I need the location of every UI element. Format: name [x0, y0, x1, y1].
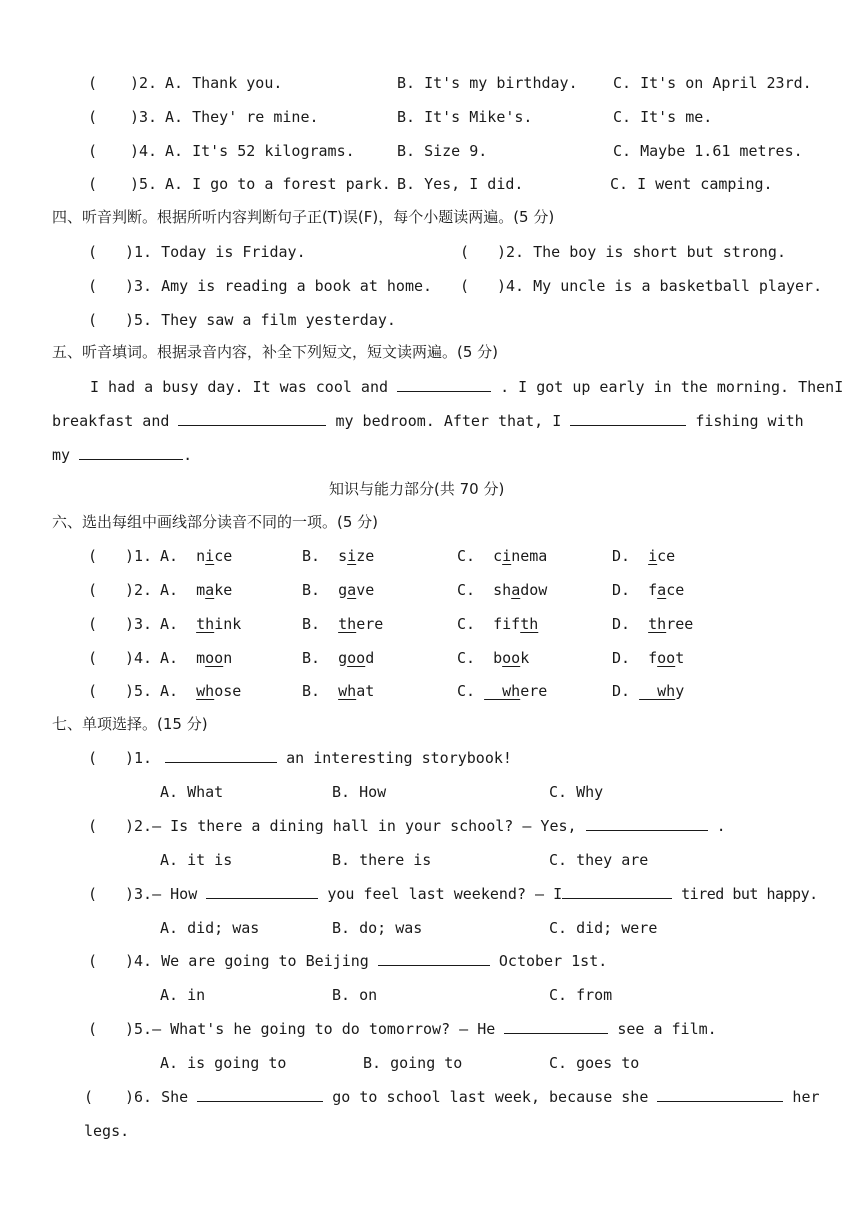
- word-part: g: [338, 649, 348, 667]
- option-a: A. is going to: [160, 1054, 287, 1072]
- paren: (: [460, 243, 470, 261]
- mc-question: [125, 1019, 717, 1039]
- section-heading: 六、选出每组中画线部分读音不同的一项。(5 分): [52, 513, 379, 531]
- mc-question: [125, 1087, 820, 1107]
- option-label: C.: [457, 649, 494, 667]
- option-label: C.: [457, 682, 485, 700]
- option-label: B.: [302, 649, 339, 667]
- option-label: D.: [612, 682, 640, 700]
- paren: (: [88, 243, 98, 261]
- fill-blank[interactable]: [570, 411, 686, 426]
- question-row: (: [88, 74, 98, 92]
- fill-blank[interactable]: [504, 1019, 608, 1034]
- word-part: sh: [493, 581, 512, 599]
- word-part: s: [338, 547, 348, 565]
- option-c: C. they are: [549, 851, 649, 869]
- underlined-letters: i: [205, 547, 215, 565]
- word-part: fif: [493, 615, 521, 633]
- word-part: nema: [511, 547, 548, 565]
- option-a: A. did; was: [160, 919, 260, 937]
- question-number: )2.: [125, 581, 153, 599]
- mc-question: [125, 816, 726, 836]
- option-label: D.: [612, 649, 649, 667]
- option-d: [612, 681, 684, 701]
- option-c: C. It's me.: [613, 108, 713, 126]
- fill-blank[interactable]: [657, 1087, 783, 1102]
- paren: (: [88, 277, 98, 295]
- option-a: [160, 546, 232, 566]
- option-c: C. Why: [549, 783, 604, 801]
- question-text: go to school last week, because she: [332, 1088, 649, 1106]
- option-label: B.: [302, 615, 339, 633]
- word-part: m: [196, 581, 206, 599]
- word-part: n: [223, 649, 233, 667]
- option-label: A.: [160, 615, 197, 633]
- fill-blank[interactable]: [562, 884, 672, 899]
- word-part: ve: [356, 581, 375, 599]
- question-number: )3.: [125, 615, 153, 633]
- option-label: A.: [160, 682, 197, 700]
- paren: (: [88, 547, 98, 565]
- word-part: ree: [666, 615, 694, 633]
- option-c: [457, 681, 547, 701]
- option-b: [302, 681, 374, 701]
- option-d: [612, 580, 684, 600]
- underlined-letters: th: [196, 615, 215, 633]
- question-number: )4.: [125, 649, 153, 667]
- word-part: n: [196, 547, 206, 565]
- underlined-letters: oo: [347, 649, 366, 667]
- option-label: C.: [457, 615, 494, 633]
- paren: (: [88, 649, 98, 667]
- question-row: (: [88, 108, 98, 126]
- option-b: [302, 580, 374, 600]
- question-text: — Is there a dining hall in your school? — Yes,: [152, 817, 577, 835]
- passage-text: breakfast and: [52, 412, 170, 430]
- word-part: f: [648, 581, 658, 599]
- word-part: k: [520, 649, 530, 667]
- option-label: D.: [612, 581, 649, 599]
- fill-blank[interactable]: [586, 816, 708, 831]
- tf-item: )1. Today is Friday.: [125, 243, 306, 261]
- word-part: c: [493, 547, 503, 565]
- underlined-letters: i: [502, 547, 512, 565]
- word-part: ose: [214, 682, 242, 700]
- underlined-letters: a: [657, 581, 667, 599]
- underlined-letters: i: [347, 547, 357, 565]
- passage-text: my bedroom. After that, I: [335, 412, 562, 430]
- underlined-letters: wh: [484, 682, 521, 700]
- question-text: .: [716, 817, 726, 835]
- paren: (: [88, 615, 98, 633]
- fill-blank[interactable]: [197, 1087, 323, 1102]
- option-a: A. They' re mine.: [165, 108, 319, 126]
- mc-question: [125, 951, 607, 971]
- question-text: you feel last weekend? — I: [327, 885, 563, 903]
- section-heading: 七、单项选择。(15 分): [52, 715, 208, 733]
- passage-line-1: [90, 377, 843, 397]
- tf-item: )4. My uncle is a basketball player.: [497, 277, 823, 295]
- option-c: [457, 614, 538, 634]
- option-b: B. do; was: [332, 919, 423, 937]
- option-a: [160, 614, 241, 634]
- option-a: A. it is: [160, 851, 233, 869]
- word-part: ce: [214, 547, 233, 565]
- paren: (: [88, 817, 98, 835]
- option-a: [160, 648, 232, 668]
- tf-item: )5. They saw a film yesterday.: [125, 311, 396, 329]
- option-b: B. there is: [332, 851, 432, 869]
- question-text: an interesting storybook!: [286, 749, 512, 767]
- option-b: B. It's Mike's.: [397, 108, 533, 126]
- paren: (: [88, 1020, 98, 1038]
- question-number: )1.: [125, 749, 153, 767]
- option-label: A.: [160, 581, 197, 599]
- question-number: )1.: [125, 547, 153, 565]
- question-number: )4.: [125, 952, 153, 970]
- option-d: [612, 614, 693, 634]
- underlined-letters: wh: [338, 682, 357, 700]
- word-part: ke: [214, 581, 233, 599]
- word-part: t: [675, 649, 685, 667]
- option-c: C. I went camping.: [610, 175, 773, 193]
- passage-text: I had a busy day. It was cool and: [90, 378, 389, 396]
- fill-blank[interactable]: [79, 445, 183, 460]
- fill-blank[interactable]: [206, 884, 318, 899]
- option-b: [302, 648, 374, 668]
- underlined-letters: oo: [657, 649, 676, 667]
- word-part: ere: [520, 682, 548, 700]
- question-row: (: [88, 175, 98, 193]
- option-label: B.: [302, 682, 339, 700]
- option-label: B.: [302, 547, 339, 565]
- option-b: B. on: [332, 986, 378, 1004]
- word-part: d: [365, 649, 375, 667]
- word-part: ink: [214, 615, 242, 633]
- question-number: )5.: [125, 1020, 153, 1038]
- word-part: g: [338, 581, 348, 599]
- paren: (: [88, 749, 98, 767]
- option-c: C. It's on April 23rd.: [613, 74, 812, 92]
- question-row: (: [88, 142, 98, 160]
- option-c: C. goes to: [549, 1054, 640, 1072]
- word-part: ze: [356, 547, 375, 565]
- question-number: )2.: [125, 817, 153, 835]
- question-text: — What's he going to do tomorrow? — He: [152, 1020, 496, 1038]
- question-number: )2.: [130, 74, 158, 92]
- underlined-letters: a: [511, 581, 521, 599]
- option-label: A.: [160, 649, 197, 667]
- question-number: )3.: [130, 108, 158, 126]
- passage-line-3: [52, 445, 192, 465]
- question-text: — How: [152, 885, 198, 903]
- option-label: D.: [612, 547, 649, 565]
- option-b: B. going to: [363, 1054, 463, 1072]
- question-text: her: [792, 1088, 820, 1106]
- option-label: C.: [457, 547, 494, 565]
- paren: (: [88, 311, 98, 329]
- option-d: [612, 546, 675, 566]
- question-text: tired but happy.: [681, 885, 818, 903]
- underlined-letters: oo: [205, 649, 224, 667]
- question-number: )5.: [125, 682, 153, 700]
- question-text: We are going to Beijing: [161, 952, 369, 970]
- option-b: B. Yes, I did.: [397, 175, 524, 193]
- underlined-letters: a: [205, 581, 215, 599]
- word-part: y: [675, 682, 685, 700]
- underlined-letters: th: [520, 615, 539, 633]
- word-part: ere: [356, 615, 384, 633]
- underlined-letters: wh: [196, 682, 215, 700]
- paren: (: [88, 682, 98, 700]
- question-text: see a film.: [617, 1020, 717, 1038]
- mc-question: [125, 748, 512, 768]
- option-c: [457, 648, 529, 668]
- underlined-letters: th: [648, 615, 667, 633]
- word-part: f: [648, 649, 658, 667]
- fill-blank[interactable]: [397, 377, 491, 392]
- section-heading: 四、听音判断。根据所听内容判断句子正(T)误(F)，每个小题读两遍。(5 分): [52, 208, 555, 226]
- fill-blank[interactable]: [178, 411, 326, 426]
- option-label: D.: [612, 615, 649, 633]
- question-continuation: legs.: [84, 1122, 130, 1140]
- paren: (: [460, 277, 470, 295]
- option-c: [457, 546, 547, 566]
- option-c: [457, 580, 547, 600]
- option-a: A. It's 52 kilograms.: [165, 142, 355, 160]
- word-part: ce: [657, 547, 676, 565]
- question-text: She: [161, 1088, 189, 1106]
- passage-text: fishing with: [695, 412, 804, 430]
- underlined-letters: i: [648, 547, 658, 565]
- question-number: )3.: [125, 885, 153, 903]
- passage-line-2: [52, 411, 804, 431]
- fill-blank[interactable]: [378, 951, 490, 966]
- underlined-letters: th: [338, 615, 357, 633]
- section-heading: 五、听音填词。根据录音内容，补全下列短文，短文读两遍。(5 分): [52, 343, 499, 361]
- question-number: )4.: [130, 142, 158, 160]
- option-a: [160, 681, 241, 701]
- option-c: C. from: [549, 986, 613, 1004]
- word-part: m: [196, 649, 206, 667]
- option-b: [302, 614, 383, 634]
- option-b: B. Size 9.: [397, 142, 488, 160]
- option-c: C. did; were: [549, 919, 658, 937]
- paren: (: [84, 1088, 94, 1106]
- question-number: )5.: [130, 175, 158, 193]
- paren: (: [88, 581, 98, 599]
- option-b: B. It's my birthday.: [397, 74, 578, 92]
- option-a: [160, 580, 232, 600]
- tf-item: )3. Amy is reading a book at home.: [125, 277, 433, 295]
- underlined-letters: oo: [502, 649, 521, 667]
- question-text: October 1st.: [498, 952, 608, 970]
- underlined-letters: a: [347, 581, 357, 599]
- option-label: C.: [457, 581, 494, 599]
- option-a: A. Thank you.: [165, 74, 283, 92]
- option-label: B.: [302, 581, 339, 599]
- passage-text: my: [52, 446, 71, 464]
- paren: (: [88, 885, 98, 903]
- question-number: )6.: [125, 1088, 153, 1106]
- word-part: at: [356, 682, 375, 700]
- option-label: A.: [160, 547, 197, 565]
- option-a: A. I go to a forest park.: [165, 175, 391, 193]
- option-b: [302, 546, 374, 566]
- word-part: dow: [520, 581, 548, 599]
- option-b: B. How: [332, 783, 387, 801]
- part-title: 知识与能力部分(共 70 分): [329, 480, 505, 498]
- passage-text: . I got up early in the morning. ThenI: [500, 378, 844, 396]
- passage-text: .: [183, 446, 193, 464]
- option-d: [612, 648, 684, 668]
- word-part: b: [493, 649, 503, 667]
- fill-blank[interactable]: [165, 748, 277, 763]
- option-c: C. Maybe 1.61 metres.: [613, 142, 803, 160]
- mc-question: [125, 884, 818, 904]
- option-a: A. What: [160, 783, 224, 801]
- word-part: ce: [666, 581, 685, 599]
- tf-item: )2. The boy is short but strong.: [497, 243, 786, 261]
- option-a: A. in: [160, 986, 206, 1004]
- paren: (: [88, 952, 98, 970]
- underlined-letters: wh: [639, 682, 676, 700]
